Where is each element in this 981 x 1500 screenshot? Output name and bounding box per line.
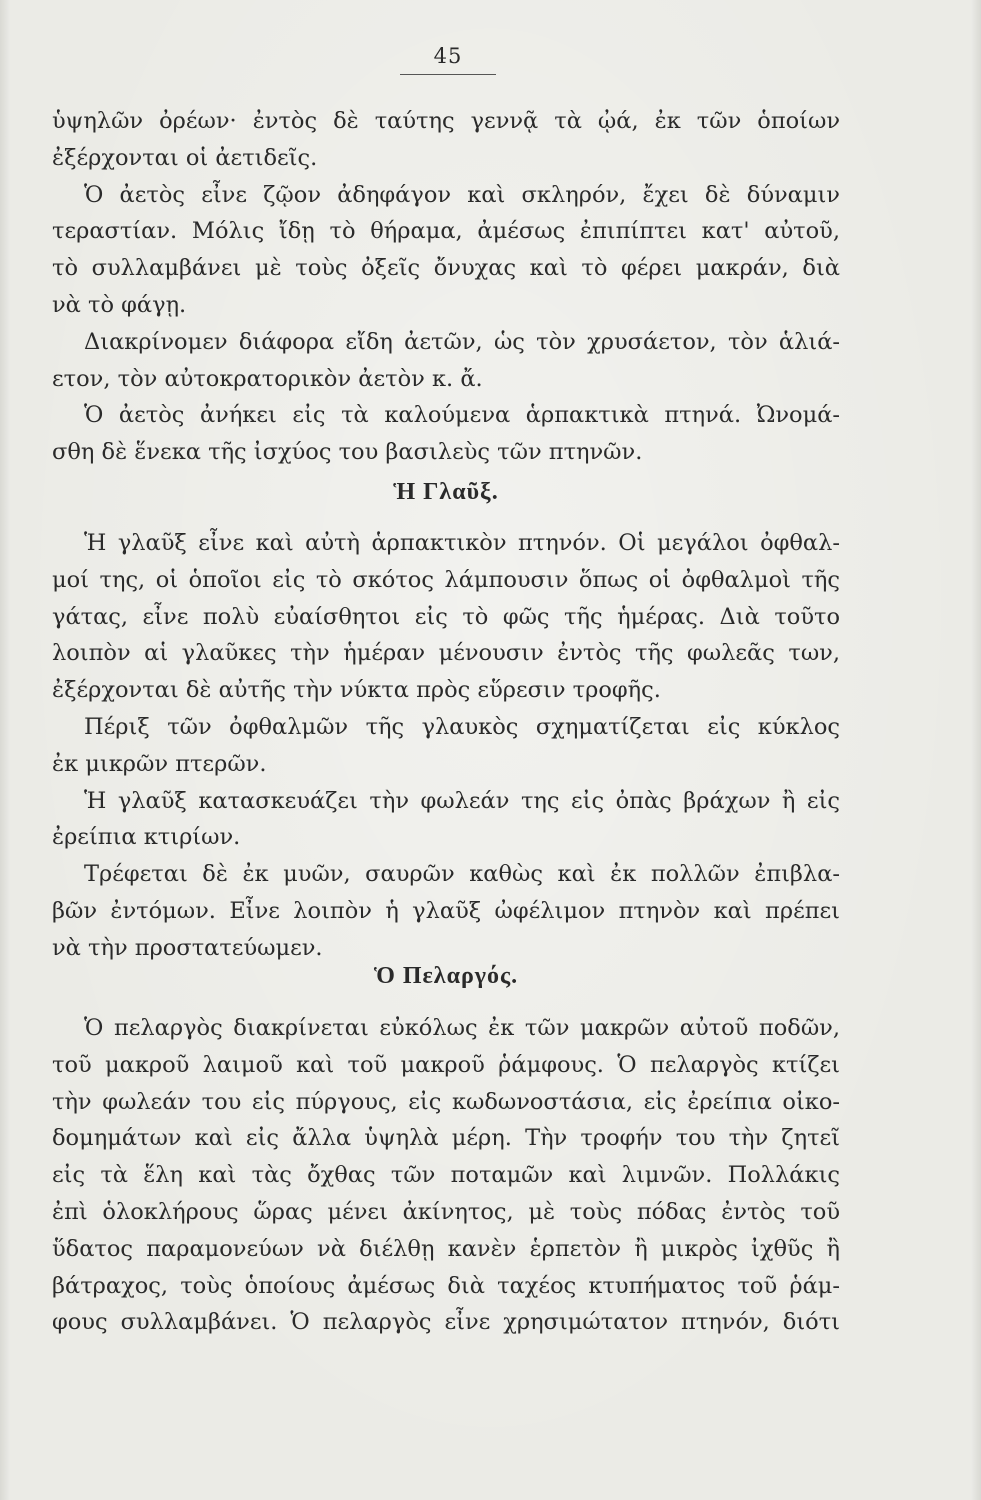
eagle-section xyxy=(52,103,840,471)
text-line: Ὁ πελαργὸς διακρίνεται εὐκόλως ἐκ τῶν μακρῶν αὐτοῦ ποδῶν, xyxy=(84,1015,840,1041)
text-line: εἰς τὰ ἕλη καὶ τὰς ὄχθας τῶν ποταμῶν καὶ λιμνῶν. Πολλάκις xyxy=(52,1162,840,1189)
text-line: Πέριξ τῶν ὀφθαλμῶν τῆς γλαυκὸς σχηματίζεται εἰς κύκλος xyxy=(84,713,840,740)
text-line: γάτας, εἶνε πολὺ εὐαίσθητοι εἰς τὸ φῶς τῆς ἡμέρας. Διὰ τοῦτο xyxy=(52,603,840,630)
text-line: μοί της, οἱ ὁποῖοι εἰς τὸ σκότος λάμπουσιν ὅπως οἱ ὀφθαλμοὶ τῆς xyxy=(52,566,840,593)
text-line: Διακρίνομεν διάφορα εἴδη ἀετῶν, ὡς τὸν χρυσάετον, τὸν ἁλιά- xyxy=(84,328,840,355)
stork-heading: Ὁ Πελαργός. xyxy=(373,963,519,989)
left-page-edge xyxy=(0,0,10,1500)
page-number: 45 xyxy=(400,44,496,75)
text-line: βάτραχος, τοὺς ὁποίους ἀμέσως διὰ ταχέος κτυπήματος τοῦ ῥάμ- xyxy=(52,1272,840,1299)
text-line: Ἡ γλαῦξ κατασκευάζει τὴν φωλεάν της εἰς ὀπὰς βράχων ἢ εἰς xyxy=(84,787,840,814)
text-line: Τρέφεται δὲ ἐκ μυῶν, σαυρῶν καθὼς καὶ ἐκ πολλῶν ἐπιβλα- xyxy=(84,861,840,888)
text-line: ἐξέρχονται δὲ αὐτῆς τὴν νύκτα πρὸς εὕρεσιν τροφῆς. xyxy=(52,677,661,704)
text-line: ετον, τὸν αὐτοκρατορικὸν ἀετὸν κ. ἄ. xyxy=(52,365,483,392)
text-line: ἐκ μικρῶν πτερῶν. xyxy=(52,750,267,777)
text-line: Ὁ ἀετὸς εἶνε ζῷον ἀδηφάγον καὶ σκληρόν, ἔχει δὲ δύναμιν xyxy=(84,181,840,208)
text-line: τὴν φωλεάν του εἰς πύργους, εἰς κωδωνοστάσια, εἰς ἐρείπια οἰκο- xyxy=(52,1088,840,1115)
text-line: φους συλλαμβάνει. Ὁ πελαργὸς εἶνε χρησιμώτατον πτηνόν, διότι xyxy=(52,1309,840,1336)
text-line: βῶν ἐντόμων. Εἶνε λοιπὸν ἡ γλαῦξ ὠφέλιμον πτηνὸν καὶ πρέπει xyxy=(52,897,840,924)
text-line: τεραστίαν. Μόλις ἴδῃ τὸ θήραμα, ἀμέσως ἐπιπίπτει κατ' αὐτοῦ, xyxy=(52,218,840,245)
text-line: ὕδατος παραμονεύων νὰ διέλθῃ κανὲν ἑρπετὸν ἢ μικρὸς ἰχθῦς ἢ xyxy=(52,1235,840,1262)
text-line: ἐρείπια κτιρίων. xyxy=(52,824,241,851)
text-line: Ἡ γλαῦξ εἶνε καὶ αὐτὴ ἁρπακτικὸν πτηνόν. Οἱ μεγάλοι ὀφθαλ- xyxy=(84,530,840,556)
stork-section xyxy=(52,1010,840,1341)
owl-heading: Ἡ Γλαῦξ. xyxy=(393,479,499,505)
text-line: λοιπὸν αἱ γλαῦκες τὴν ἡμέραν μένουσιν ἐντὸς τῆς φωλεᾶς των, xyxy=(52,640,840,667)
owl-section xyxy=(52,525,840,967)
text-line: ὑψηλῶν ὀρέων· ἐντὸς δὲ ταύτης γεννᾷ τὰ ᾠά, ἐκ τῶν ὁποίων xyxy=(52,108,840,134)
text-line: δομημάτων καὶ εἰς ἄλλα ὑψηλὰ μέρη. Τὴν τροφήν του τὴν ζητεῖ xyxy=(52,1125,840,1152)
text-line: ἐξέρχονται οἱ ἀετιδεῖς. xyxy=(52,144,318,171)
text-line: Ὁ ἀετὸς ἀνήκει εἰς τὰ καλούμενα ἁρπακτικὰ πτηνά. Ὠνομά- xyxy=(84,402,840,429)
text-line: νὰ τὸ φάγῃ. xyxy=(52,291,187,318)
text-line: τοῦ μακροῦ λαιμοῦ καὶ τοῦ μακροῦ ῥάμφους. Ὁ πελαργὸς κτίζει xyxy=(52,1051,840,1078)
text-line: σθη δὲ ἕνεκα τῆς ἰσχύος του βασιλεὺς τῶν πτηνῶν. xyxy=(52,439,643,466)
text-line: τὸ συλλαμβάνει μὲ τοὺς ὀξεῖς ὄνυχας καὶ τὸ φέρει μακράν, διὰ xyxy=(52,255,840,282)
right-page-edge xyxy=(971,0,981,1500)
text-line: νὰ τὴν προστατεύωμεν. xyxy=(52,934,323,961)
text-line: ἐπὶ ὁλοκλήρους ὥρας μένει ἀκίνητος, μὲ τοὺς πόδας ἐντὸς τοῦ xyxy=(52,1198,840,1225)
